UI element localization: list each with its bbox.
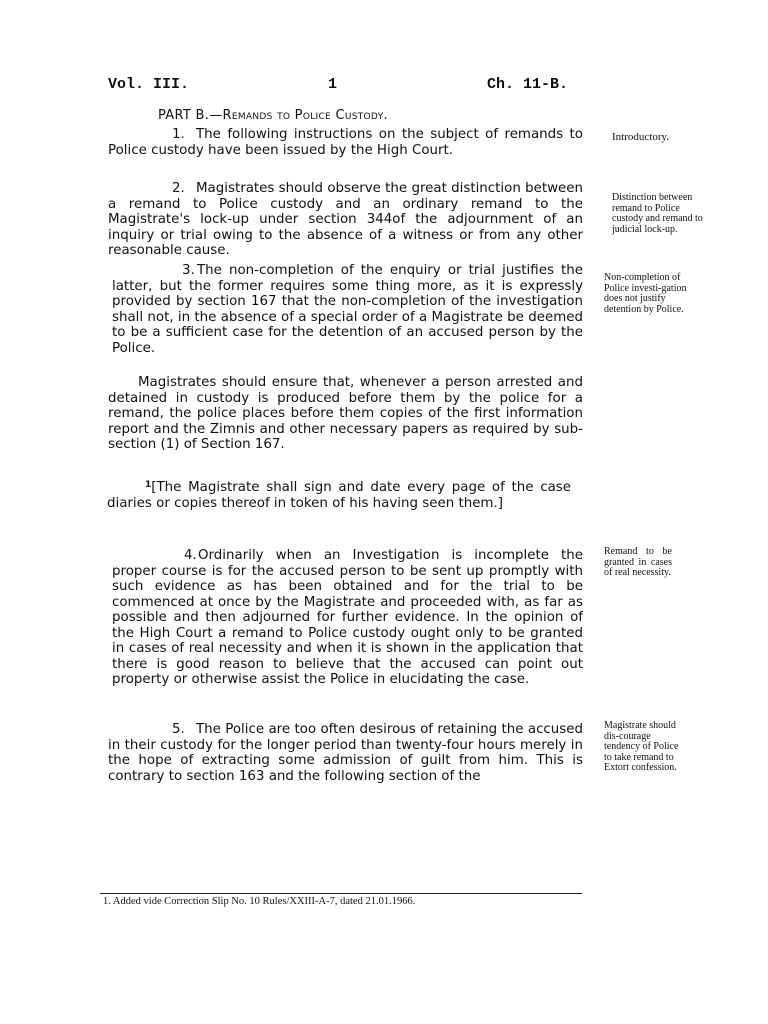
footnote-divider — [100, 893, 582, 894]
paragraph-5 — [108, 722, 583, 784]
paragraph-number: 3. — [182, 263, 195, 278]
paragraph-3 — [112, 263, 583, 356]
paragraph-text: [The Magistrate shall sign and date every page of the case diaries or copies thereof in token of his having seen them.] — [107, 480, 571, 511]
paragraph-text: Magistrates should observe the great distinction between a remand to Police custody and an ordinary remand to the Magistrate's lock-up under section 344of the adjournment of an inquiry or trial owing to the absence of a witness or from any other reasonable cause. — [108, 181, 583, 258]
margin-note-remand: Remand to be granted in cases of real necessity. — [604, 546, 672, 578]
paragraph-1 — [108, 127, 583, 158]
paragraph-text: The following instructions on the subject of remands to Police custody have been issued by the High Court. — [108, 127, 583, 158]
paragraph-2 — [108, 181, 583, 259]
paragraph-number: 4. — [184, 548, 197, 563]
paragraph-inserted — [107, 478, 571, 511]
page-number: 1 — [328, 76, 338, 93]
paragraph-number: 1. — [172, 127, 185, 142]
paragraph-number: 2. — [172, 181, 185, 196]
paragraph-number: 5. — [172, 722, 185, 737]
paragraph-4 — [112, 548, 583, 688]
paragraph-text: Ordinarily when an Investigation is incomplete the proper course is for the accused person to be sent up promptly with such evidence as has been obtained and for the trial to be commenced at once by the Magistrate and proceeded with, as far as possible and then adjourned for further evidence. In the opinion of the High Court a remand to Police custody ought only to be granted in cases of real necessity and when it is shown in the application that there is good reason to believe that the accused can point out property or otherwise assist the Police in elucidating the case. — [112, 548, 583, 687]
margin-note-distinction: Distinction between remand to Police custody and remand to judicial lock-up. — [612, 192, 703, 235]
margin-note-discourage: Magistrate should dis-courage tendency of Police to take remand to Extort confession. — [604, 720, 679, 773]
footnote-reference[interactable]: 1 — [145, 480, 152, 490]
paragraph-text: The Police are too often desirous of retaining the accused in their custody for the longer period than twenty-four hours merely in the hope of extracting some admission of guilt from him. This is contrary to section 163 and the following section of the — [108, 722, 583, 784]
paragraph-ensure — [108, 375, 583, 453]
paragraph-text: The non-completion of the enquiry or trial justifies the latter, but the former requires some thing more, as it is expressly provided by section 167 that the non-completion of the investigation shall not, in the absence of a special order of a Magistrate be deemed to be a sufficient case for the detention of an accused person by the Police. — [112, 263, 583, 356]
part-label: PART B.— — [158, 108, 223, 123]
margin-note-non-completion: Non-completion of Police investi-gation does not justify detention by Police. — [604, 272, 687, 315]
part-heading: Remands to Police Custody. — [222, 108, 388, 123]
footnote: 1. Added vide Correction Slip No. 10 Rules/XXIII-A-7, dated 21.01.1966. — [103, 896, 416, 907]
margin-note-introductory: Introductory. — [612, 131, 670, 143]
chapter-label: Ch. 11-B. — [486, 76, 568, 93]
page-header — [108, 76, 568, 96]
volume-label: Vol. III. — [108, 76, 190, 93]
paragraph-text: Magistrates should ensure that, whenever a person arrested and detained in custody is produced before them by the police for a remand, the police places before them copies of the first information report and the Zimnis and other necessary papers as required by sub-section (1) of Section 167. — [108, 375, 583, 452]
page-title — [158, 108, 388, 123]
